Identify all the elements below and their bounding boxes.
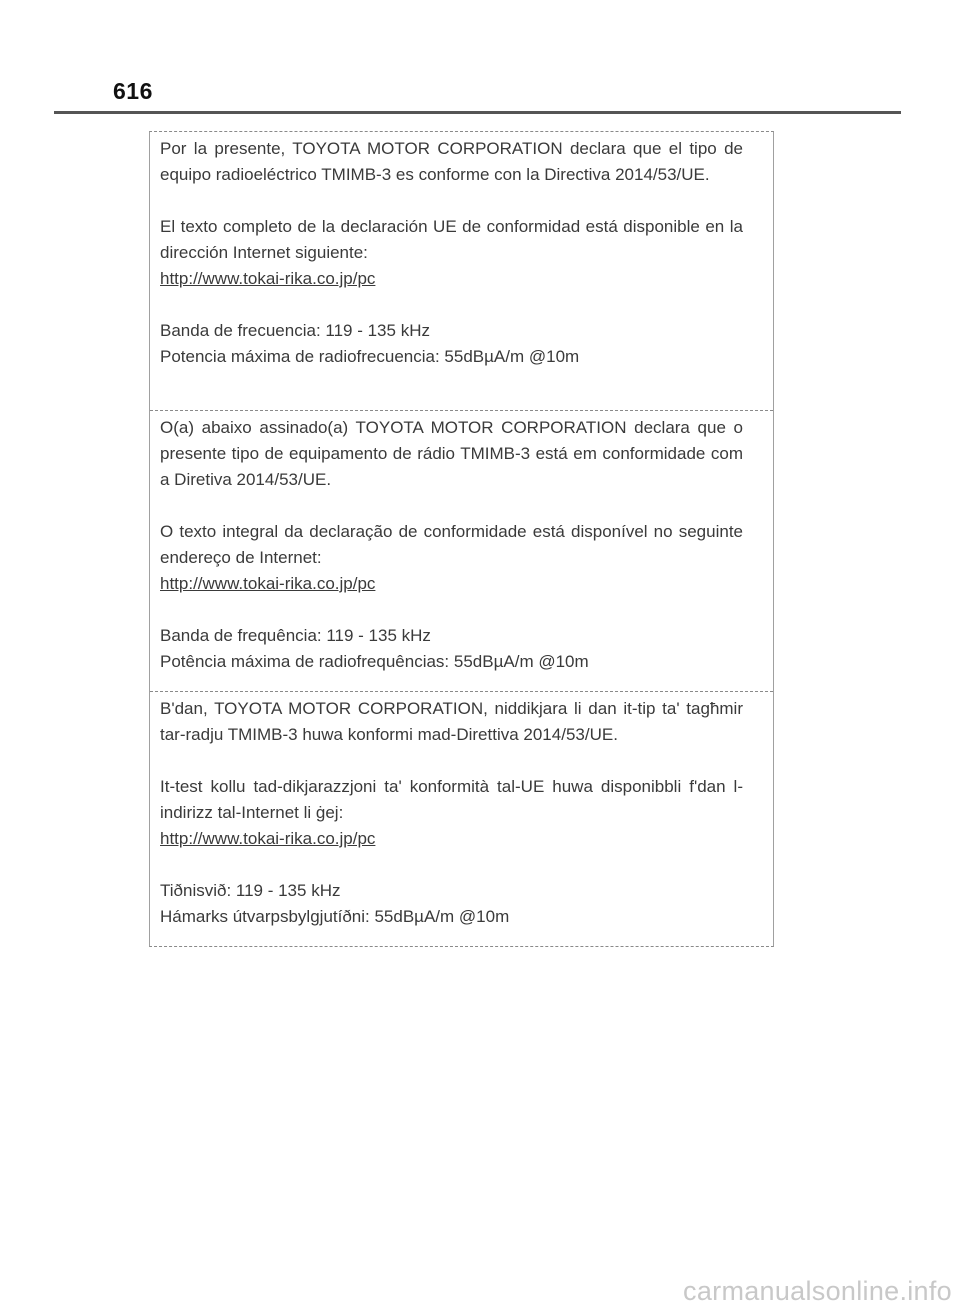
declaration-text: B'dan, TOYOTA MOTOR CORPORATION, niddikjara li dan it-tip ta' tagħmir tar-radju TMIMB-3 huwa konformi mad-Direttiva 2014/53/UE.	[160, 699, 743, 744]
frequency-band: Tiðnisvið: 119 - 135 kHz	[160, 881, 341, 900]
availability-text: It-test kollu tad-dikjarazzjoni ta' konformità tal-UE huwa disponibbli f'dan l-indirizz tal-Internet li ġej:	[160, 777, 743, 822]
declaration-link[interactable]: http://www.tokai-rika.co.jp/pc	[160, 574, 376, 593]
declaration-link[interactable]: http://www.tokai-rika.co.jp/pc	[160, 269, 376, 288]
availability-text: El texto completo de la declaración UE de conformidad está disponible en la dirección Internet siguiente:	[160, 217, 743, 262]
page-number: 616	[113, 78, 153, 104]
declaration-text: O(a) abaixo assinado(a) TOYOTA MOTOR CORPORATION declara que o presente tipo de equipamento de rádio TMIMB-3 está em conformidade com a Diretiva 2014/53/UE.	[160, 418, 743, 489]
watermark: carmanualsonline.info	[683, 1276, 952, 1306]
frequency-band: Banda de frequência: 119 - 135 kHz	[160, 626, 431, 645]
max-power: Hámarks útvarpsbylgjutíðni: 55dBµA/m @10m	[160, 907, 510, 926]
max-power: Potência máxima de radiofrequências: 55dBµA/m @10m	[160, 652, 589, 671]
declaration-section-spanish	[150, 132, 773, 411]
frequency-band: Banda de frecuencia: 119 - 135 kHz	[160, 321, 430, 340]
declaration-section-maltese	[150, 692, 773, 946]
max-power: Potencia máxima de radiofrecuencia: 55dBµA/m @10m	[160, 347, 580, 366]
availability-text: O texto integral da declaração de conformidade está disponível no seguinte endereço de Internet:	[160, 522, 743, 567]
declaration-section-portuguese	[150, 411, 773, 692]
declaration-text: Por la presente, TOYOTA MOTOR CORPORATION declara que el tipo de equipo radioeléctrico TMIMB-3 es conforme con la Directiva 2014/53/UE.	[160, 139, 743, 184]
header-rule	[54, 111, 901, 114]
declaration-box	[149, 131, 774, 947]
declaration-link[interactable]: http://www.tokai-rika.co.jp/pc	[160, 829, 376, 848]
